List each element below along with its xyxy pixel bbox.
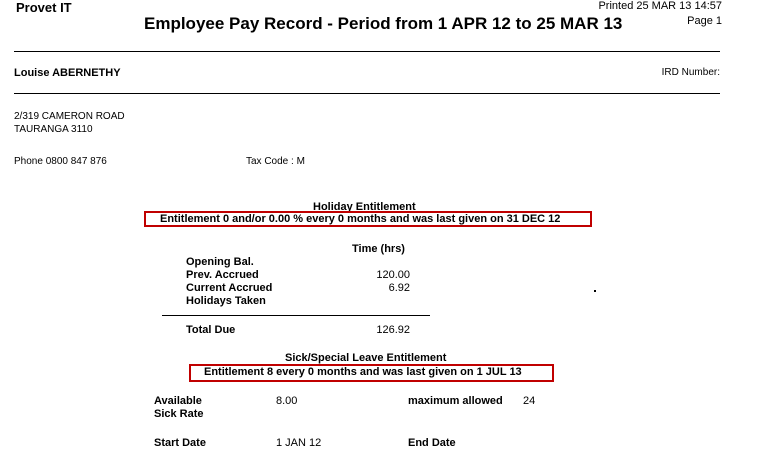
printed-timestamp: Printed 25 MAR 13 14:57 <box>598 0 722 12</box>
holiday-heading: Holiday Entitlement <box>313 201 416 213</box>
company-name: Provet IT <box>16 0 72 15</box>
tax-code: Tax Code : M <box>246 156 305 167</box>
holiday-row-value: 120.00 <box>376 269 410 281</box>
holiday-row-label: Prev. Accrued <box>186 269 259 281</box>
available-label: Available <box>154 395 202 407</box>
sick-entitlement-text: Entitlement 8 every 0 months and was last given on 1 JUL 13 <box>204 366 522 378</box>
employee-name: Louise ABERNETHY <box>14 67 121 79</box>
sick-rate-label: Sick Rate <box>154 408 204 420</box>
holiday-entitlement-text: Entitlement 0 and/or 0.00 % every 0 months and was last given on 31 DEC 12 <box>160 213 561 225</box>
total-due-label: Total Due <box>186 324 236 336</box>
total-due-value: 126.92 <box>376 324 410 336</box>
sick-leave-heading: Sick/Special Leave Entitlement <box>285 352 447 364</box>
phone-number: Phone 0800 847 876 <box>14 156 107 167</box>
ird-number-label: IRD Number: <box>661 67 720 78</box>
page-number: Page 1 <box>687 15 722 27</box>
holiday-row-label: Holidays Taken <box>186 295 266 307</box>
holiday-row-value: 6.92 <box>388 282 410 294</box>
maximum-allowed-value: 24 <box>523 395 536 407</box>
start-date-label: Start Date <box>154 437 206 449</box>
maximum-allowed-label: maximum allowed <box>408 395 503 407</box>
start-date-value: 1 JAN 12 <box>276 437 322 449</box>
available-value: 8.00 <box>276 395 298 407</box>
address-line-2: TAURANGA 3110 <box>14 124 93 135</box>
report-title: Employee Pay Record - Period from 1 APR 12 to 25 MAR 13 <box>144 14 623 33</box>
holiday-row-label: Current Accrued <box>186 282 273 294</box>
stray-dot <box>594 290 596 292</box>
holiday-row-label: Opening Bal. <box>186 256 254 268</box>
address-line-1: 2/319 CAMERON ROAD <box>14 111 125 122</box>
divider-top <box>14 51 720 52</box>
end-date-label: End Date <box>408 437 456 449</box>
time-hrs-header: Time (hrs) <box>352 243 405 255</box>
divider-employee <box>14 93 720 94</box>
total-divider <box>162 315 430 316</box>
